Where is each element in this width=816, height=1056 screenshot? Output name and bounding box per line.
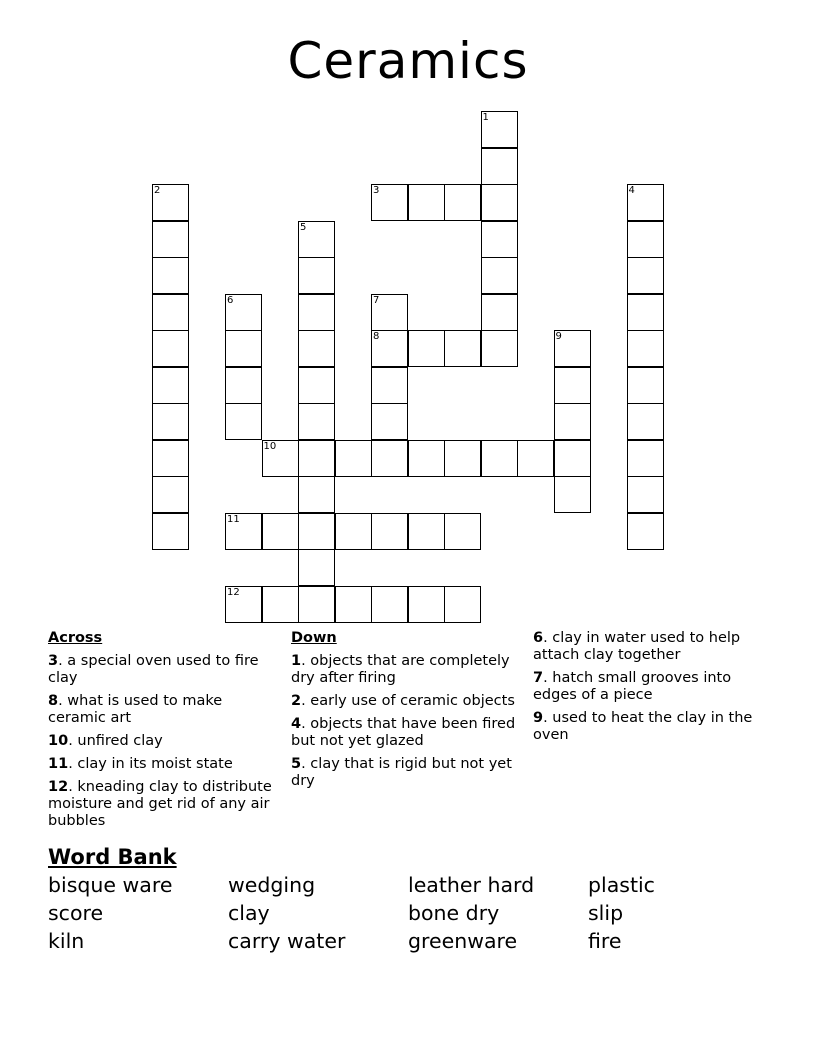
clue-text: . what is used to make ceramic art xyxy=(48,693,223,726)
grid-cell[interactable] xyxy=(627,330,664,367)
grid-cell[interactable] xyxy=(517,440,554,477)
grid-cell[interactable] xyxy=(152,294,189,331)
clue-text: . objects that are completely dry after firing xyxy=(291,653,510,686)
grid-cell[interactable] xyxy=(371,513,408,550)
clue-num: 7 xyxy=(533,670,544,686)
clue-number: 2 xyxy=(154,185,161,196)
grid-cell[interactable] xyxy=(627,184,664,221)
grid-cell[interactable] xyxy=(627,367,664,404)
clue-text: . kneading clay to distribute moisture and get rid of any air bubbles xyxy=(48,779,272,829)
grid-cell[interactable] xyxy=(627,440,664,477)
grid-cell[interactable] xyxy=(408,513,445,550)
grid-cell[interactable] xyxy=(335,513,372,550)
clue-number: 12 xyxy=(227,586,240,598)
grid-cell[interactable] xyxy=(554,476,591,513)
grid-cell[interactable] xyxy=(152,221,189,258)
grid-cell[interactable] xyxy=(298,513,335,550)
down-clue-4 xyxy=(291,716,516,750)
grid-cell[interactable] xyxy=(408,440,445,477)
across-clue-12 xyxy=(48,779,273,830)
across-heading: Across xyxy=(48,630,103,646)
grid-cell[interactable] xyxy=(481,111,518,148)
grid-cell[interactable] xyxy=(152,367,189,404)
grid-cell[interactable] xyxy=(298,440,335,477)
word-bank-item: bisque ware xyxy=(48,873,173,897)
grid-cell[interactable] xyxy=(371,184,408,221)
word-bank-item: leather hard xyxy=(408,873,535,897)
clue-number: 10 xyxy=(263,440,277,452)
grid-cell[interactable] xyxy=(481,257,518,294)
word-bank-item: clay xyxy=(228,901,270,925)
grid-cell[interactable] xyxy=(371,330,408,367)
grid-cell[interactable] xyxy=(444,440,481,477)
grid-cell[interactable] xyxy=(481,330,518,367)
grid-cell[interactable] xyxy=(298,403,335,440)
clue-text: . hatch small grooves into edges of a piece xyxy=(533,670,732,703)
grid-cell[interactable] xyxy=(262,513,299,550)
grid-cell[interactable] xyxy=(262,440,299,477)
grid-cell[interactable] xyxy=(627,294,664,331)
grid-cell[interactable] xyxy=(298,330,335,367)
grid-cell[interactable] xyxy=(627,513,664,550)
clue-number: 1 xyxy=(482,112,489,123)
across-clues xyxy=(48,630,273,836)
across-clue-3 xyxy=(48,653,273,687)
clue-number: 3 xyxy=(373,185,380,196)
grid-cell[interactable] xyxy=(298,294,335,331)
clue-number: 9 xyxy=(555,331,562,342)
grid-cell[interactable] xyxy=(444,586,481,623)
grid-cell[interactable] xyxy=(371,586,408,623)
grid-cell[interactable] xyxy=(152,330,189,367)
clue-number: 4 xyxy=(628,185,635,196)
grid-cell[interactable] xyxy=(298,549,335,586)
clue-number: 11 xyxy=(227,513,240,525)
grid-cell[interactable] xyxy=(444,513,481,550)
clue-num: 1 xyxy=(291,653,302,669)
down-clues-continued xyxy=(533,630,758,750)
clue-num: 4 xyxy=(291,716,302,732)
grid-cell[interactable] xyxy=(371,294,408,331)
word-bank-item: fire xyxy=(588,929,622,953)
grid-cell[interactable] xyxy=(335,440,372,477)
grid-cell[interactable] xyxy=(408,184,445,221)
grid-cell[interactable] xyxy=(298,257,335,294)
grid-cell[interactable] xyxy=(335,586,372,623)
grid-cell[interactable] xyxy=(481,440,518,477)
clue-num: 6 xyxy=(533,630,544,646)
clue-text: . unfired clay xyxy=(68,733,163,749)
word-bank-item: carry water xyxy=(228,929,346,953)
down-clues xyxy=(291,630,516,796)
grid-cell[interactable] xyxy=(481,221,518,258)
clue-num: 9 xyxy=(533,710,544,726)
grid-cell[interactable] xyxy=(225,586,262,623)
down-clue-1 xyxy=(291,653,516,687)
clue-number: 8 xyxy=(373,331,380,342)
grid-cell[interactable] xyxy=(371,367,408,404)
word-bank-item: score xyxy=(48,901,104,925)
grid-cell[interactable] xyxy=(627,403,664,440)
clue-number: 6 xyxy=(227,294,234,306)
grid-cell[interactable] xyxy=(481,294,518,331)
grid-cell[interactable] xyxy=(298,476,335,513)
grid-cell[interactable] xyxy=(152,257,189,294)
clue-text: . a special oven used to fire clay xyxy=(48,653,259,686)
clue-num: 2 xyxy=(291,693,302,709)
word-bank-item: plastic xyxy=(588,873,655,897)
grid-cell[interactable] xyxy=(152,476,189,513)
word-bank-title: Word Bank xyxy=(48,845,177,869)
grid-cell[interactable] xyxy=(627,221,664,258)
clue-text: . clay in water used to help attach clay together xyxy=(533,630,741,663)
clue-text: . objects that have been fired but not yet glazed xyxy=(291,716,516,749)
grid-cell[interactable] xyxy=(627,476,664,513)
grid-cell[interactable] xyxy=(298,586,335,623)
across-clue-8 xyxy=(48,693,273,727)
puzzle-title: Ceramics xyxy=(287,32,529,90)
grid-cell[interactable] xyxy=(298,221,335,258)
grid-cell[interactable] xyxy=(152,440,189,477)
grid-cell[interactable] xyxy=(627,257,664,294)
word-bank xyxy=(48,873,768,953)
grid-cell[interactable] xyxy=(225,403,262,440)
grid-cell[interactable] xyxy=(152,513,189,550)
grid-cell[interactable] xyxy=(262,586,299,623)
grid-cell[interactable] xyxy=(481,148,518,185)
grid-cell[interactable] xyxy=(225,367,262,404)
down-clue-2 xyxy=(291,693,516,710)
clue-text: . early use of ceramic objects xyxy=(301,693,515,709)
across-clue-11 xyxy=(48,756,273,773)
clue-text: . used to heat the clay in the oven xyxy=(533,710,753,743)
grid-cell[interactable] xyxy=(408,586,445,623)
down-heading: Down xyxy=(291,630,337,646)
clue-num: 12 xyxy=(48,779,69,795)
word-bank-item: bone dry xyxy=(408,901,500,925)
grid-cell[interactable] xyxy=(554,330,591,367)
grid-cell[interactable] xyxy=(225,294,262,331)
grid-cell[interactable] xyxy=(554,367,591,404)
grid-cell[interactable] xyxy=(225,513,262,550)
grid-cell[interactable] xyxy=(152,403,189,440)
clue-num: 5 xyxy=(291,756,302,772)
down-clue-9 xyxy=(533,710,758,744)
clue-text: . clay in its moist state xyxy=(68,756,233,772)
down-clue-6 xyxy=(533,630,758,664)
grid-cell[interactable] xyxy=(371,403,408,440)
down-clue-7 xyxy=(533,670,758,704)
grid-cell[interactable] xyxy=(554,440,591,477)
grid-cell[interactable] xyxy=(298,367,335,404)
grid-cell[interactable] xyxy=(152,184,189,221)
grid-cell[interactable] xyxy=(444,330,481,367)
clue-number: 5 xyxy=(300,221,307,233)
grid-cell[interactable] xyxy=(225,330,262,367)
word-bank-item: slip xyxy=(588,901,624,925)
word-bank-item: wedging xyxy=(228,873,316,897)
clue-num: 10 xyxy=(48,733,69,749)
grid-cell[interactable] xyxy=(554,403,591,440)
down-clue-5 xyxy=(291,756,516,790)
grid-cell[interactable] xyxy=(408,330,445,367)
grid-cell[interactable] xyxy=(371,440,408,477)
grid-cell[interactable] xyxy=(481,184,518,221)
clue-num: 3 xyxy=(48,653,59,669)
across-clue-10 xyxy=(48,733,273,750)
clue-number: 7 xyxy=(373,294,380,306)
clue-num: 11 xyxy=(48,756,69,772)
clue-num: 8 xyxy=(48,693,59,709)
word-bank-item: greenware xyxy=(408,929,518,953)
word-bank-item: kiln xyxy=(48,929,85,953)
clue-text: . clay that is rigid but not yet dry xyxy=(291,756,512,789)
grid-cell[interactable] xyxy=(444,184,481,221)
